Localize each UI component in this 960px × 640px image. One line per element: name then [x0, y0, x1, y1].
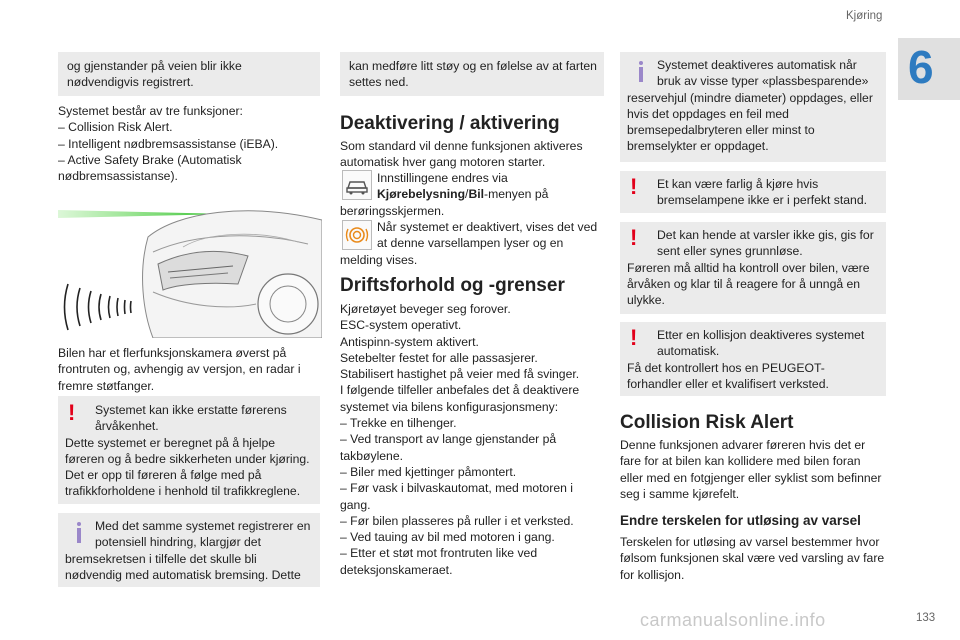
text-line: føreren og å bedre sikkerheten under kjøring. [65, 451, 310, 466]
text-line: årvåken og klar til å reagere for å unngå en [627, 276, 861, 291]
text-line: hvis det oppdages en feil med [627, 106, 789, 121]
text-line: Systemet kan ikke erstatte førerens [95, 403, 287, 417]
heading-deactivation: Deaktivering / aktivering [340, 113, 560, 134]
text-line: at denne varsellampen lyser og en [377, 236, 564, 251]
text-line: systemet via bilens konfigurasjonsmeny: [340, 399, 559, 414]
list-item: – Før vask i bilvaskautomat, med motoren i [340, 481, 573, 496]
text-line: bruk av visse typer «plassbesparende» [657, 74, 869, 89]
text-line: ulykke. [627, 293, 665, 308]
text-line: Systemet deaktiveres automatisk når [657, 58, 857, 72]
text-line: gang. [340, 497, 371, 512]
collision-paragraph [620, 437, 881, 502]
text-line: ESC-system operativt. [340, 318, 462, 333]
camera-paragraph [58, 345, 301, 394]
text-line: bremsekretsen i tilfelle det skulle bli [65, 551, 257, 566]
text-line: Med det samme systemet registrerer en [95, 519, 311, 533]
text-line: Føreren må alltid ha kontroll over bilen, være [627, 260, 870, 275]
text-line: takbøylene. [340, 448, 404, 463]
text-line: fare for at bilen kan kollidere med bilen foran [620, 454, 861, 469]
box-line: kan medføre litt støy og en følelse av at farten [349, 59, 597, 73]
warning-box-brake-lights [620, 171, 886, 213]
text-line: nødbremsassistanse). [58, 169, 178, 184]
text-line: potensiell hindring, klargjør det [95, 535, 261, 550]
text-line: Kjøretøyet beveger seg forover. [340, 302, 511, 316]
deactivation-paragraph [340, 138, 583, 171]
box-line: og gjenstander på veien blir ikke [67, 59, 242, 73]
heading-alert-threshold: Endre terskelen for utløsing av varsel [620, 513, 861, 528]
heading-collision-risk-alert: Collision Risk Alert [620, 412, 794, 433]
box-line: settes ned. [349, 75, 409, 90]
text-line: melding vises. [340, 252, 418, 267]
menu-name: Kjørebelysning [377, 187, 466, 202]
text-line: Innstillingene endres via [377, 171, 508, 185]
text-line: årvåkenhet. [95, 419, 159, 434]
text-fragment: -menyen på [484, 187, 549, 202]
lamp-paragraph [340, 219, 610, 268]
text-line: Få det kontrollert hos en PEUGEOT- [627, 360, 825, 375]
text-line: reservehjul (mindre diameter) oppdages, eller [627, 90, 873, 105]
car-radar-illustration [58, 192, 322, 338]
text-line: Setebelter festet for alle passasjerer. [340, 350, 538, 365]
list-item: – Ved tauing av bil med motoren i gang. [340, 530, 555, 545]
text-line: trafikkforholdene i henhold til trafikkreglene. [65, 484, 301, 499]
text-line: fremre støtfanger. [58, 378, 155, 393]
box-line: nødvendigvis registrert. [67, 75, 194, 90]
list-item: – Biler med kjettinger påmontert. [340, 464, 517, 479]
text-line: Antispinn-system aktivert. [340, 334, 479, 349]
text-line: Et kan være farlig å kjøre hvis [657, 177, 819, 191]
text-line: automatisk hver gang motoren starter. [340, 155, 546, 170]
conditions-paragraph [340, 301, 579, 578]
functions-list [58, 103, 278, 184]
watermark: carmanualsonline.info [640, 610, 826, 630]
text-line: Det kan hende at varsler ikke gis, gis for [657, 228, 874, 242]
heading-operating-conditions: Driftsforhold og -grenser [340, 275, 565, 296]
info-box-col1 [58, 513, 320, 587]
text-line: følsom funksjonen skal være ved varsling av fare [620, 551, 885, 566]
text-line: Bilen har et flerfunksjonskamera øverst på [58, 346, 287, 360]
text-line: deteksjonskameraet. [340, 562, 453, 577]
warning-icon: ! [68, 400, 76, 425]
text-line: bremselykter er oppdaget. [627, 139, 769, 154]
text-line: Denne funksjonen advarer føreren hvis det er [620, 438, 866, 452]
text-line: Som standard vil denne funksjonen aktiveres [340, 139, 583, 153]
list-item: – Collision Risk Alert. [58, 120, 173, 135]
menu-path [340, 186, 610, 202]
list-item: – Intelligent nødbremsassistanse (iEBA). [58, 136, 279, 151]
text-line: I følgende tilfeller anbefales det å deaktivere [340, 383, 580, 398]
text-line: forhandler eller et kvalifisert verksted. [627, 376, 829, 391]
section-title: Kjøring [846, 10, 883, 22]
warning-icon: ! [630, 325, 638, 350]
warning-box-collision [620, 322, 886, 396]
page-number: 133 [916, 612, 936, 624]
text-line: sent eller synes grunnløse. [657, 244, 803, 259]
warning-box-col1 [58, 396, 320, 504]
text-line: Når systemet er deaktivert, vises det ved [377, 220, 598, 234]
continued-box-col2 [340, 52, 604, 96]
warning-box-driver-control [620, 222, 886, 314]
list-item: – Ved transport av lange gjenstander på [340, 432, 557, 447]
list-item: – Etter et støt mot frontruten like ved [340, 546, 538, 561]
menu-name: Bil [468, 187, 485, 202]
text-line: Dette systemet er beregnet på å hjelpe [65, 435, 276, 450]
chapter-number: 6 [908, 41, 934, 93]
text-line: Det er opp til føreren å følge med på [65, 468, 262, 483]
text-line: Stabilisert hastighet på veier med få svinger. [340, 367, 580, 382]
settings-paragraph [340, 170, 610, 219]
text-line: Systemet består av tre funksjoner: [58, 104, 243, 118]
text-line: berøringsskjermen. [340, 203, 445, 218]
warning-icon: ! [630, 174, 638, 199]
text-line: nødvendig med automatisk bremsing. Dette [65, 567, 301, 582]
text-line: frontruten og, avhengig av versjon, en radar i [58, 362, 301, 377]
threshold-paragraph [620, 534, 884, 583]
separator: / [465, 187, 469, 202]
continued-box-col1 [58, 52, 320, 96]
list-item: – Trekke en tilhenger. [340, 416, 457, 431]
text-line: bremsepedalbryteren eller minst to [627, 123, 815, 138]
list-item: – Active Safety Brake (Automatisk [58, 152, 242, 167]
text-line: Etter en kollisjon deaktiveres systemet [657, 328, 865, 342]
text-line: for kollisjon. [620, 567, 685, 582]
warning-icon: ! [630, 225, 638, 250]
text-line: seg i samme kjørefelt. [620, 486, 740, 501]
text-line: bremselampene ikke er i perfekt stand. [657, 193, 867, 208]
list-item: – Før bilen plasseres på ruller i et verksted. [340, 513, 574, 528]
text-line: eller med en fotgjenger eller syklist som befinner [620, 470, 882, 485]
text-line: automatisk. [657, 344, 720, 359]
info-box-col3 [620, 52, 886, 162]
text-line: Terskelen for utløsing av varsel bestemmer hvor [620, 535, 880, 549]
